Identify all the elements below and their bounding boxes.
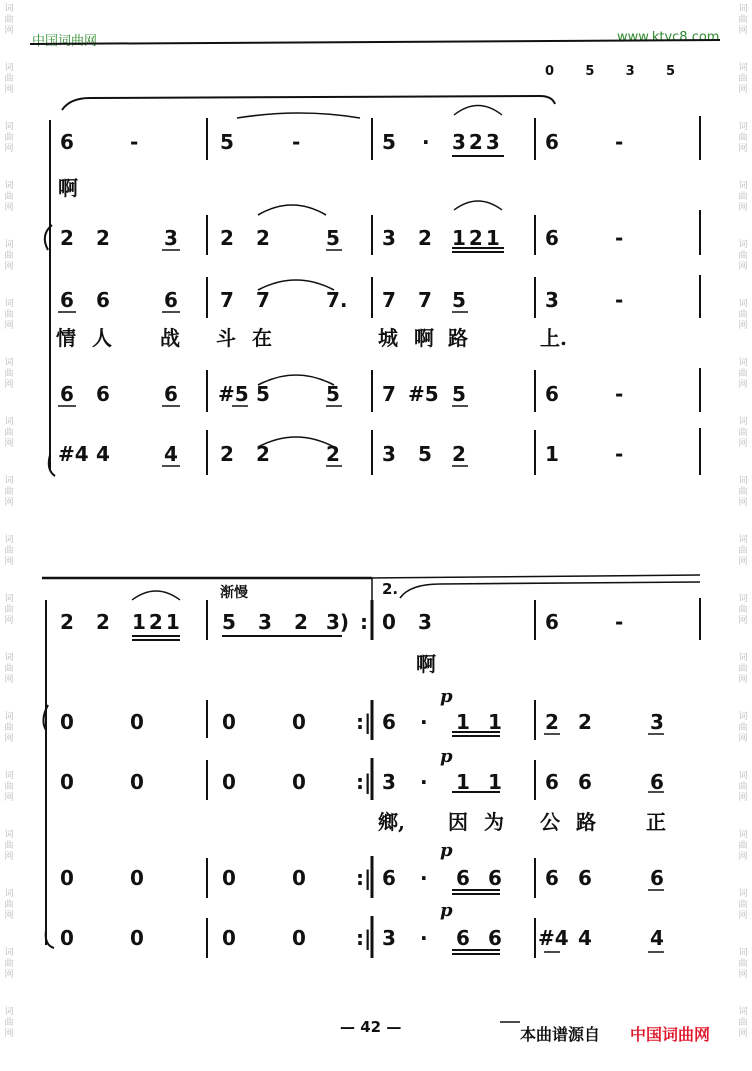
note: 121 (452, 226, 503, 250)
side-watermark-block: 词 曲 网 (4, 535, 14, 567)
note: 6 (488, 866, 502, 890)
note: #5 (218, 382, 249, 406)
note: 5 (585, 64, 595, 79)
lyric: 城 (378, 326, 398, 350)
side-watermark-block: 词 曲 网 (738, 653, 748, 685)
lyric: 战 (160, 326, 180, 350)
note: · (420, 710, 428, 734)
note: 7 (418, 288, 432, 312)
note: 4 (164, 442, 178, 466)
note: 6 (545, 770, 559, 794)
note: 121 (132, 610, 183, 634)
side-watermark-block: 词 曲 网 (4, 122, 14, 154)
note: 0 (222, 770, 236, 794)
page-number: — 42 — (340, 1018, 402, 1036)
note: 2 (60, 610, 74, 634)
note: 5 (452, 382, 466, 406)
source-site-link[interactable]: 中国词曲网 (630, 1025, 711, 1044)
note: 3 (418, 610, 432, 634)
note: 0 (545, 64, 555, 79)
lyric: 啊 (416, 652, 436, 676)
note: 7 (382, 382, 396, 406)
note: 6 (60, 382, 74, 406)
note: 0 (292, 770, 306, 794)
note: 6 (545, 382, 559, 406)
note: 1 (456, 710, 470, 734)
note: 6 (96, 288, 110, 312)
note: 6 (382, 710, 396, 734)
lyric: 啊 (58, 176, 78, 200)
note: 1 (488, 770, 502, 794)
note: #4 (58, 442, 89, 466)
lyric: 鄉, (378, 810, 405, 834)
note: 6 (545, 130, 559, 154)
note: 2 (294, 610, 308, 634)
lyric: 啊 (414, 326, 434, 350)
note: - (615, 130, 624, 154)
note: · (422, 130, 430, 154)
note: - (615, 288, 624, 312)
note: 5 (326, 382, 340, 406)
side-watermark-block: 词 曲 网 (4, 181, 14, 213)
note: 1 (488, 710, 502, 734)
note: 6 (488, 926, 502, 950)
note: :| (356, 866, 372, 890)
note: 2 (220, 442, 234, 466)
side-watermark-block: 词 曲 网 (738, 358, 748, 390)
side-watermark-block: 词 曲 网 (4, 299, 14, 331)
note: · (420, 866, 428, 890)
note: 6 (60, 130, 74, 154)
side-watermark-block: 词 曲 网 (4, 712, 14, 744)
pickup-notes (545, 64, 675, 79)
note: · (420, 770, 428, 794)
note: #5 (408, 382, 439, 406)
note: 0 (222, 866, 236, 890)
note: 5 (256, 382, 270, 406)
side-watermark-block: 词 曲 网 (738, 535, 748, 567)
note: - (615, 442, 624, 466)
side-watermark-block: 词 曲 网 (4, 889, 14, 921)
side-watermark-block: 词 曲 网 (738, 4, 748, 36)
note: 323 (452, 130, 503, 154)
site-watermark-left: 中国词曲网 (32, 34, 98, 49)
note: 0 (222, 710, 236, 734)
note: 5 (665, 64, 675, 79)
note: 3 (382, 926, 396, 950)
note: 6 (650, 866, 664, 890)
note: 0 (292, 710, 306, 734)
lyric: 正 (646, 810, 666, 834)
note: 1 (545, 442, 559, 466)
note: :| (356, 770, 372, 794)
site-watermark-right: www.ktvc8.com (617, 30, 720, 45)
note: 0 (222, 926, 236, 950)
side-watermark-block: 词 曲 网 (738, 830, 748, 862)
side-watermark-block: 词 曲 网 (738, 476, 748, 508)
note: :| (360, 610, 376, 634)
side-watermark-block: 词 曲 网 (4, 830, 14, 862)
source-label: 本曲谱源自 (520, 1025, 601, 1044)
note: 2 (256, 442, 270, 466)
note: 0 (382, 610, 396, 634)
note: 6 (164, 382, 178, 406)
note: 3 (382, 442, 396, 466)
note: 3) (326, 610, 350, 634)
side-watermark-block: 词 曲 网 (4, 240, 14, 272)
note: 4 (96, 442, 110, 466)
lyric: 为 (484, 810, 504, 834)
note: :| (356, 926, 372, 950)
note: 0 (130, 710, 144, 734)
dynamic-mark: p (440, 840, 453, 861)
note: 7 (256, 288, 270, 312)
side-watermark-block: 词 曲 网 (738, 889, 748, 921)
lyric: 人 (92, 326, 112, 350)
note: 2 (96, 226, 110, 250)
side-watermark-block: 词 曲 网 (4, 358, 14, 390)
note: 0 (60, 770, 74, 794)
side-watermark-block: 词 曲 网 (4, 594, 14, 626)
dynamic-mark: p (440, 686, 453, 707)
note: · (420, 926, 428, 950)
dynamic-mark: p (440, 746, 453, 767)
note: 6 (60, 288, 74, 312)
note: 0 (60, 866, 74, 890)
note: - (615, 382, 624, 406)
note: 0 (292, 926, 306, 950)
note: 5 (418, 442, 432, 466)
side-watermark-block: 词 曲 网 (738, 417, 748, 449)
note: 6 (456, 926, 470, 950)
note: 3 (258, 610, 272, 634)
lyric: 路 (576, 810, 596, 834)
note: 5 (220, 130, 234, 154)
note: 3 (545, 288, 559, 312)
note: 7 (220, 288, 234, 312)
side-watermark-block: 词 曲 网 (738, 712, 748, 744)
note: 6 (164, 288, 178, 312)
note: 5 (452, 288, 466, 312)
note: 6 (545, 866, 559, 890)
side-watermark-block: 词 曲 网 (738, 63, 748, 95)
side-watermark-block: 词 曲 网 (738, 240, 748, 272)
side-watermark-block: 词 曲 网 (4, 771, 14, 803)
side-watermark-block: 词 曲 网 (738, 122, 748, 154)
lyric: 上. (540, 326, 567, 350)
ending-mark: 2. (382, 580, 399, 598)
side-watermark-block: 词 曲 网 (4, 63, 14, 95)
side-watermark-block: 词 曲 网 (4, 4, 14, 36)
note: 3 (625, 64, 635, 79)
note: #4 (538, 926, 569, 950)
note: 4 (578, 926, 592, 950)
note: 7 (382, 288, 396, 312)
note: 0 (292, 866, 306, 890)
note: 6 (96, 382, 110, 406)
note: 6 (456, 866, 470, 890)
note: - (130, 130, 139, 154)
note: 6 (545, 226, 559, 250)
side-watermark-block: 词 曲 网 (738, 181, 748, 213)
note: 2 (60, 226, 74, 250)
note: 2 (256, 226, 270, 250)
note: 5 (382, 130, 396, 154)
side-watermark-block: 词 曲 网 (4, 948, 14, 980)
lyric: 因 (448, 810, 468, 834)
dynamic-mark: p (440, 900, 453, 921)
note: 0 (130, 866, 144, 890)
lyric: 斗 (216, 326, 236, 350)
note: 3 (164, 226, 178, 250)
side-watermark-block: 词 曲 网 (4, 417, 14, 449)
side-watermark-block: 词 曲 网 (738, 948, 748, 980)
note: 6 (578, 770, 592, 794)
note: 5 (326, 226, 340, 250)
note: 6 (382, 866, 396, 890)
side-watermark-block: 词 曲 网 (738, 594, 748, 626)
side-watermark-block: 词 曲 网 (4, 1007, 14, 1039)
note: 3 (382, 770, 396, 794)
note: 3 (382, 226, 396, 250)
note: 2 (452, 442, 466, 466)
lyric: 情 (56, 326, 76, 350)
note: 7. (326, 288, 348, 312)
note: 5 (222, 610, 236, 634)
note: 2 (578, 710, 592, 734)
note: 0 (130, 770, 144, 794)
tempo-mark: 渐慢 (220, 585, 248, 601)
note: 0 (60, 710, 74, 734)
side-watermark-block: 词 曲 网 (738, 299, 748, 331)
note: - (615, 226, 624, 250)
note: 3 (650, 710, 664, 734)
note: 6 (545, 610, 559, 634)
note: 2 (326, 442, 340, 466)
side-watermark-block: 词 曲 网 (738, 771, 748, 803)
note: 2 (418, 226, 432, 250)
side-watermark-block: 词 曲 网 (4, 476, 14, 508)
note: 6 (578, 866, 592, 890)
side-watermark-block: 词 曲 网 (738, 1007, 748, 1039)
note: 6 (650, 770, 664, 794)
note: 2 (96, 610, 110, 634)
note: 0 (130, 926, 144, 950)
note: 2 (220, 226, 234, 250)
note: :| (356, 710, 372, 734)
lyric: 公 (540, 810, 560, 834)
note: - (615, 610, 624, 634)
lyric: 在 (252, 326, 272, 350)
side-watermark-block: 词 曲 网 (4, 653, 14, 685)
note: 1 (456, 770, 470, 794)
note: - (292, 130, 301, 154)
note: 0 (60, 926, 74, 950)
note: 2 (545, 710, 559, 734)
note: 4 (650, 926, 664, 950)
lyric: 路 (448, 326, 468, 350)
